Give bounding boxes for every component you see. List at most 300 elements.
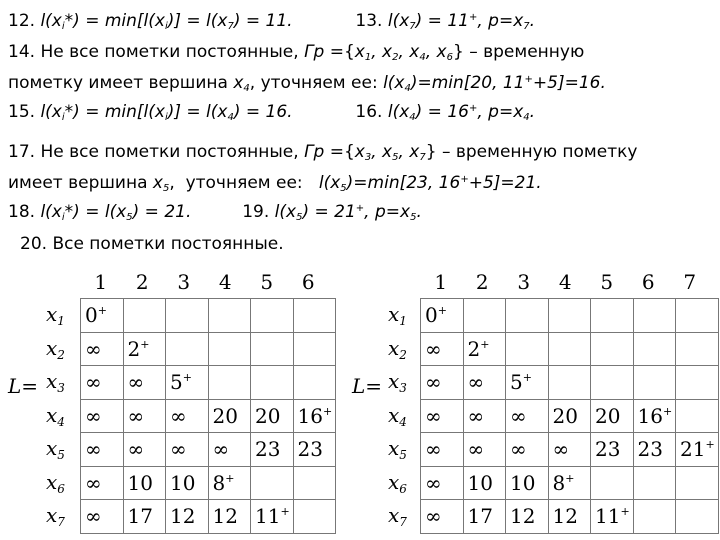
cell-value [209, 337, 213, 361]
matrix-row [421, 433, 719, 467]
column-header: 7 [683, 270, 697, 294]
step-12-13-line [8, 10, 535, 32]
permanent-mark: + [322, 404, 333, 418]
cell-number: ∞ [425, 336, 442, 361]
row-label [388, 503, 407, 527]
superscript: + [524, 74, 533, 85]
matrix-cell [251, 332, 294, 366]
cell-value [591, 471, 595, 495]
matrix-cell [123, 433, 166, 467]
cell-value [166, 437, 187, 461]
matrix-cell [591, 500, 634, 534]
matrix-cell [166, 500, 209, 534]
superscript: + [468, 103, 478, 114]
cell-number: ∞ [425, 504, 442, 529]
cell-value [549, 437, 570, 461]
cell-number: 21 [680, 437, 706, 462]
step-17-text: , уточняем ее: [169, 173, 319, 193]
cell-value [634, 471, 638, 495]
cell-number: ∞ [170, 437, 187, 462]
row-subscript: 6 [57, 481, 65, 496]
matrix-cell [463, 466, 506, 500]
row-var: x [46, 469, 58, 494]
row-var: x [46, 402, 58, 427]
cell-value [294, 303, 298, 327]
matrix-cell [251, 466, 294, 500]
permanent-mark: + [97, 304, 107, 318]
matrix-cell [463, 366, 506, 400]
step-18-number: 18. [8, 202, 36, 222]
subscript: 4 [243, 83, 250, 94]
matrix-label: L= [8, 374, 39, 398]
cell-value [464, 303, 468, 327]
cell-value [591, 370, 595, 394]
matrix-cell [633, 399, 676, 433]
subscript: 4 [419, 52, 426, 63]
subscript: 7 [419, 152, 426, 163]
row-label [46, 403, 65, 427]
cell-value [676, 404, 680, 428]
step-20-line [20, 233, 284, 255]
matrix-cell [123, 466, 166, 500]
cell-value [634, 437, 663, 461]
matrix-cell [166, 366, 209, 400]
superscript: + [355, 203, 365, 214]
var: , x [425, 42, 447, 62]
cell-number: ∞ [85, 470, 102, 495]
matrix-row [421, 332, 719, 366]
row-var: x [388, 436, 400, 460]
matrix-cell [123, 366, 166, 400]
formula: +5]=16. [532, 73, 606, 93]
step-17-text: } – временную пометку [425, 142, 638, 162]
cell-value [464, 337, 490, 361]
cell-value [591, 303, 595, 327]
cell-number: 8 [552, 470, 566, 495]
cell-number: ∞ [552, 437, 570, 462]
permanent-mark: + [620, 505, 630, 519]
cell-value [81, 303, 107, 327]
matrix-cell [293, 500, 336, 534]
column-header: 5 [600, 270, 614, 294]
cell-value [676, 471, 680, 495]
cell-value [591, 504, 630, 528]
matrix-cell [421, 399, 464, 433]
matrix-cell [166, 299, 209, 333]
permanent-mark: + [662, 404, 673, 418]
step-17-line-1 [8, 141, 637, 163]
matrix-cell [633, 332, 676, 366]
matrix-cell [506, 466, 549, 500]
cell-number: 17 [127, 504, 153, 529]
row-label [388, 369, 407, 393]
matrix-cell [633, 466, 676, 500]
row-subscript: 7 [57, 515, 65, 529]
matrix-cell [166, 332, 209, 366]
step-12-text: *) = min[l(x [64, 11, 165, 31]
step-14-text: пометку имеет вершина [8, 73, 234, 93]
step-15-text: ) = 16. [233, 102, 293, 122]
cell-value [81, 504, 102, 528]
cell-value [166, 504, 195, 528]
matrix-cell [208, 500, 251, 534]
matrix-cell [463, 399, 506, 433]
cell-value [634, 504, 638, 528]
cell-number: ∞ [425, 403, 442, 428]
matrix-row [421, 399, 719, 433]
cell-value [294, 337, 298, 361]
subscript: 7 [227, 21, 234, 32]
cell-value [251, 504, 290, 528]
cell-value [549, 471, 575, 495]
row-label [46, 436, 65, 460]
matrix-cell [81, 332, 124, 366]
matrix-cell [166, 399, 209, 433]
cell-number: 0 [85, 303, 98, 328]
row-label [388, 436, 407, 460]
formula: )=min[20, 11 [410, 73, 525, 93]
step-17-text: имеет вершина [8, 173, 153, 193]
step-14-text: ={ [324, 42, 355, 62]
cell-value [464, 437, 485, 461]
cell-value [81, 404, 102, 428]
cell-value [506, 404, 527, 428]
cell-value [506, 437, 527, 461]
cell-value [81, 471, 102, 495]
cell-value [209, 370, 213, 394]
var: x [233, 73, 244, 93]
column-header: 4 [218, 270, 232, 294]
cell-value [294, 437, 323, 461]
cell-value [549, 303, 553, 327]
column-header: 3 [517, 270, 531, 294]
matrix-grid [420, 298, 719, 534]
matrix-cell [591, 332, 634, 366]
matrix-cell [676, 466, 719, 500]
step-19-text: . [416, 202, 422, 222]
matrix-cell [548, 433, 591, 467]
label-matrix-right [350, 268, 720, 540]
cell-number: ∞ [85, 504, 102, 529]
cell-value [549, 337, 553, 361]
step-13-text: ) = 11 [415, 11, 469, 31]
cell-number: ∞ [85, 437, 102, 462]
matrix-cell [463, 433, 506, 467]
step-19-text: , p=x [364, 202, 411, 222]
step-17-text: ={ [324, 142, 355, 162]
step-15-text: l(x [40, 102, 62, 122]
matrix-cell [123, 299, 166, 333]
permanent-mark: + [522, 371, 532, 385]
column-header: 1 [434, 270, 448, 294]
matrix-cell [421, 366, 464, 400]
matrix-cell [81, 466, 124, 500]
row-subscript: 5 [57, 448, 65, 462]
subscript: 5 [296, 212, 303, 223]
matrix-cell [506, 399, 549, 433]
subscript: 4 [227, 112, 234, 123]
matrix-cell [633, 500, 676, 534]
matrix-cell [166, 433, 209, 467]
row-label [46, 503, 65, 527]
permanent-mark: + [225, 471, 235, 485]
matrix-cell [81, 299, 124, 333]
row-subscript: 3 [57, 381, 65, 395]
step-17-set-name: Гр [304, 142, 325, 162]
cell-number: 23 [595, 437, 621, 462]
matrix-row [81, 332, 336, 366]
matrix-row [81, 433, 336, 467]
step-18-19-line [8, 201, 422, 223]
cell-number: 2 [127, 336, 141, 361]
step-15-16-line [8, 101, 535, 123]
subscript: 3 [364, 152, 372, 163]
matrix-cell [633, 366, 676, 400]
cell-number: ∞ [127, 437, 145, 462]
step-14-text: } – временную [452, 42, 585, 62]
cell-number: 10 [510, 470, 536, 495]
subscript: i [61, 112, 65, 123]
subscript: i [164, 21, 168, 32]
cell-value [81, 370, 102, 394]
cell-number: 12 [510, 504, 536, 529]
cell-number: 0 [425, 303, 438, 328]
matrix-cell [81, 500, 124, 534]
cell-value [591, 404, 620, 428]
permanent-mark: + [437, 304, 447, 318]
matrix-cell [123, 399, 166, 433]
row-var: x [388, 402, 400, 427]
matrix-cell [548, 332, 591, 366]
row-label [46, 302, 65, 326]
cell-number: 11 [595, 504, 621, 529]
subscript: 6 [446, 52, 453, 63]
subscript: 5 [392, 152, 399, 163]
permanent-mark: + [182, 371, 192, 385]
row-subscript: 4 [57, 414, 65, 429]
permanent-mark: + [480, 337, 490, 351]
cell-value [81, 337, 102, 361]
formula: l(x [318, 173, 341, 193]
matrix-cell [591, 366, 634, 400]
cell-number: 17 [467, 504, 493, 529]
cell-number: 23 [297, 437, 323, 462]
cell-value [294, 370, 298, 394]
cell-value [421, 303, 447, 327]
step-14-line-1 [8, 41, 584, 63]
row-subscript: 5 [399, 448, 407, 462]
cell-value [591, 337, 595, 361]
matrix-cell [676, 332, 719, 366]
cell-number: 5 [510, 370, 523, 395]
cell-value [166, 337, 170, 361]
cell-value [421, 404, 442, 428]
step-18-text: l(x [40, 202, 62, 222]
step-14-line-2 [8, 72, 606, 94]
var: x [354, 42, 365, 62]
cell-value [421, 504, 442, 528]
subscript: 7 [409, 21, 416, 32]
step-17-text: 17. Не все пометки постоянные, [8, 142, 305, 162]
step-12-number: 12. [8, 11, 36, 31]
matrix-cell [81, 399, 124, 433]
cell-value [464, 404, 485, 428]
step-17-line-2 [8, 172, 542, 194]
matrix-cell [123, 500, 166, 534]
permanent-mark: + [705, 438, 715, 452]
cell-value [634, 337, 638, 361]
permanent-mark: + [140, 337, 150, 351]
subscript: 7 [523, 21, 530, 32]
matrix-cell [463, 299, 506, 333]
row-var: x [46, 302, 58, 326]
row-label [46, 470, 65, 494]
var: x [354, 142, 365, 162]
row-var: x [388, 503, 400, 527]
cell-number: ∞ [425, 470, 442, 495]
cell-number: 10 [170, 470, 196, 495]
matrix-grid [80, 298, 336, 534]
row-subscript: 6 [399, 481, 407, 496]
step-15-text: )] = l(x [167, 102, 228, 122]
row-var: x [46, 335, 58, 360]
step-12-text: l(x [40, 11, 62, 31]
matrix-cell [591, 466, 634, 500]
row-label [388, 336, 407, 360]
cell-value [124, 370, 145, 394]
cell-value [676, 370, 680, 394]
row-label [388, 302, 407, 326]
matrix-cell [251, 299, 294, 333]
row-var: x [388, 469, 400, 494]
cell-value [166, 370, 192, 394]
step-13-text: , p=x [477, 11, 524, 31]
matrix-cell [421, 332, 464, 366]
step-16-text: , p=x [477, 102, 524, 122]
cell-value [124, 337, 150, 361]
column-header: 4 [558, 270, 572, 294]
subscript: 4 [523, 112, 530, 123]
matrix-cell [208, 366, 251, 400]
cell-value [251, 303, 255, 327]
cell-number: 12 [552, 504, 578, 529]
matrix-cell [293, 399, 336, 433]
matrix-cell [548, 399, 591, 433]
cell-number: ∞ [425, 370, 442, 395]
row-subscript: 1 [399, 314, 407, 328]
row-var: x [46, 369, 58, 393]
step-15-number: 15. [8, 102, 36, 122]
cell-number: ∞ [85, 370, 102, 395]
matrix-cell [166, 466, 209, 500]
row-var: x [388, 302, 400, 326]
matrix-cell [421, 466, 464, 500]
matrix-row [421, 466, 719, 500]
cell-value [294, 471, 298, 495]
matrix-cell [251, 500, 294, 534]
cell-value [634, 370, 638, 394]
step-16-text: l(x [387, 102, 410, 122]
matrix-row [81, 366, 336, 400]
matrix-row [81, 500, 336, 534]
matrix-row [421, 366, 719, 400]
cell-number: ∞ [467, 370, 485, 395]
cell-number: ∞ [467, 403, 485, 428]
cell-value [166, 404, 187, 428]
row-label [388, 403, 407, 427]
cell-value [209, 303, 213, 327]
cell-value [421, 370, 442, 394]
cell-value [676, 303, 680, 327]
cell-value [251, 370, 255, 394]
subscript: 2 [392, 52, 399, 63]
matrix-label: L= [352, 374, 383, 398]
matrix-cell [676, 399, 719, 433]
column-header: 1 [94, 270, 108, 294]
matrix-cell [293, 299, 336, 333]
step-20-text: 20. Все пометки постоянные. [20, 234, 284, 254]
formula: )=min[23, 16 [346, 173, 461, 193]
cell-value [209, 471, 235, 495]
cell-value [506, 337, 510, 361]
step-18-text: ) = 21. [132, 202, 192, 222]
cell-value [464, 471, 493, 495]
cell-value [294, 504, 298, 528]
row-label [46, 369, 65, 393]
cell-value [676, 437, 715, 461]
var: , x [398, 42, 420, 62]
row-subscript: 7 [399, 515, 407, 529]
subscript: 4 [409, 112, 416, 123]
matrix-cell [506, 332, 549, 366]
matrix-cell [676, 299, 719, 333]
matrix-cell [81, 366, 124, 400]
matrix-cell [208, 299, 251, 333]
var: , x [371, 142, 393, 162]
matrix-cell [633, 433, 676, 467]
cell-number: 5 [170, 370, 183, 395]
matrix-cell [251, 366, 294, 400]
row-label [46, 336, 65, 360]
permanent-mark: + [280, 505, 290, 519]
step-14-set-name: Гр [304, 42, 325, 62]
matrix-cell [251, 399, 294, 433]
cell-value [676, 337, 680, 361]
matrix-cell [293, 366, 336, 400]
cell-number: ∞ [85, 403, 102, 428]
cell-value [506, 370, 532, 394]
cell-number: 20 [255, 403, 281, 428]
cell-number: 8 [212, 470, 226, 495]
cell-number: 20 [552, 403, 578, 428]
step-13-text: . [529, 11, 536, 31]
cell-value [251, 437, 280, 461]
step-16-text: . [529, 102, 536, 122]
cell-number: 12 [212, 504, 238, 529]
cell-number: 12 [170, 504, 196, 529]
cell-value [421, 337, 442, 361]
matrix-cell [463, 332, 506, 366]
step-14-text: , уточняем ее: [249, 73, 384, 93]
row-label [388, 470, 407, 494]
cell-value [124, 404, 145, 428]
formula: l(x [383, 73, 405, 93]
subscript: i [61, 21, 65, 32]
step-12-text: )] = l(x [167, 11, 228, 31]
cell-number: 20 [595, 403, 621, 428]
cell-number: ∞ [467, 437, 485, 462]
step-15-text: *) = min[l(x [64, 102, 165, 122]
